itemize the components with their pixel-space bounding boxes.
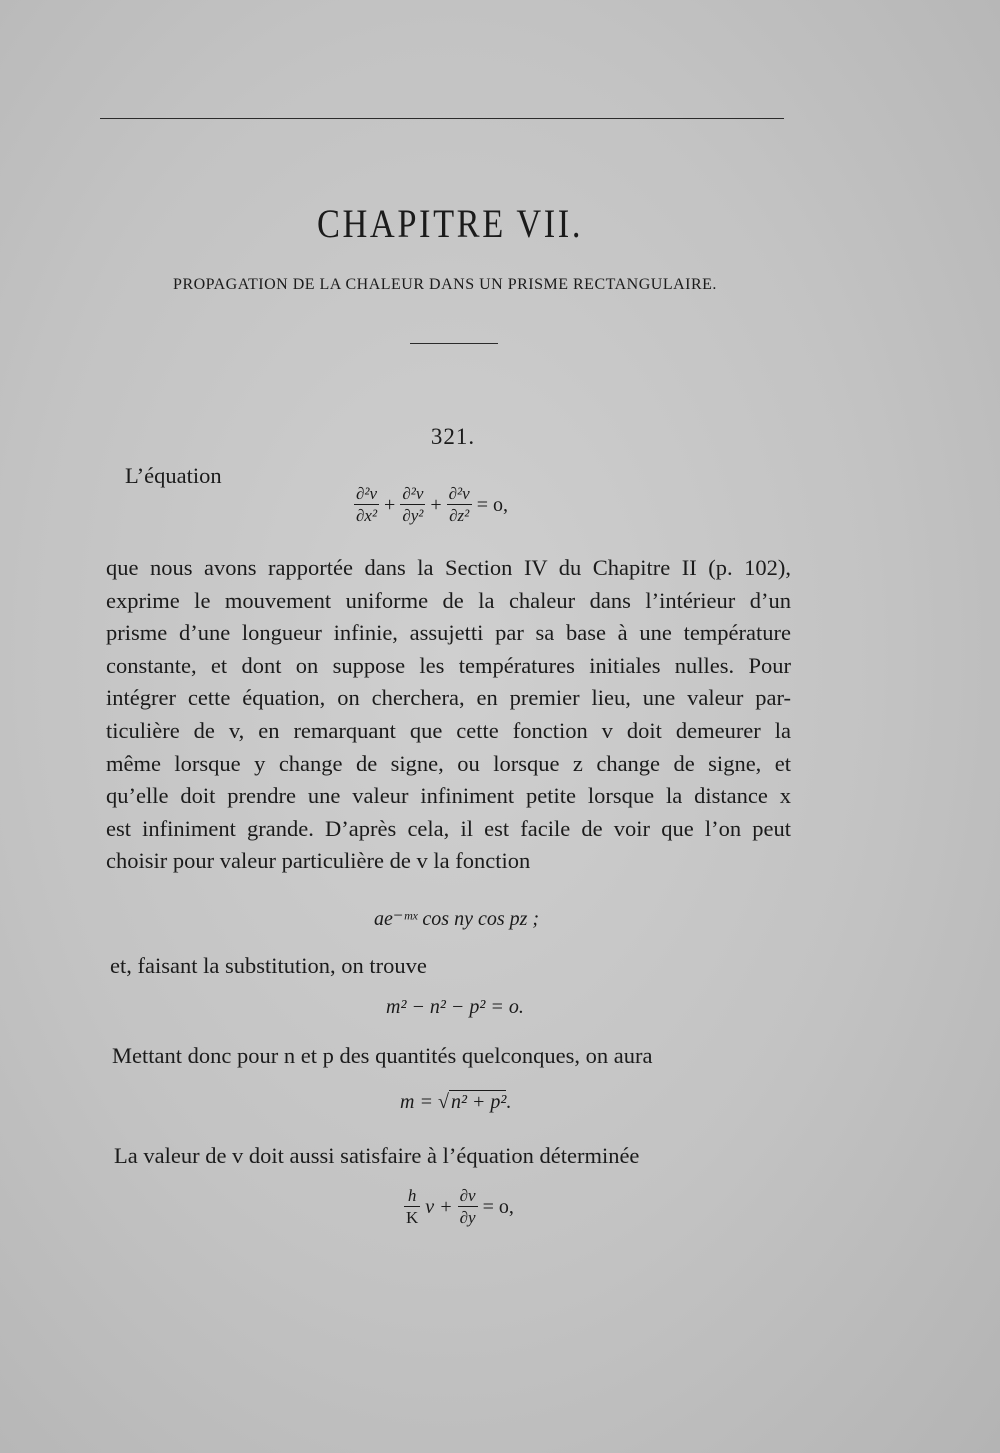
- fraction: $\frac{\text{∂²v}}{\text{∂x²}}$: [356, 484, 378, 525]
- equation-characteristic: m² − n² − p² = o.: [386, 996, 524, 1018]
- fraction: $\frac{h}{K}$: [406, 1186, 419, 1227]
- text-line: choisir pour valeur particulière de v la fonction: [106, 848, 531, 874]
- fraction: $\frac{\partial v}{\partial y}$: [459, 1186, 476, 1227]
- equation-m-root: m = √ n² + p².: [400, 1091, 512, 1113]
- equation-boundary-condition: $\frac{h}{K}$ v + $\frac{\partial v}{\partial y}$ = o,: [406, 1186, 514, 1227]
- intro-text: L’équation: [125, 463, 222, 488]
- section-number: 321.: [430, 424, 476, 449]
- paragraph-substitution: et, faisant la substitution, on trouve: [110, 953, 427, 978]
- text-line: exprime le mouvement uniforme de la chaleur dans l’intérieur d’un: [106, 587, 791, 613]
- paragraph-arbitrary: Mettant donc pour n et p des quantités quelconques, on aura: [112, 1043, 653, 1068]
- equation-particular-solution: ae⁻ᵐˣ cos ny cos pz ;: [374, 908, 540, 930]
- text-line: constante, et dont on suppose les températures initiales nulles. Pour: [106, 652, 791, 678]
- text-line: que nous avons rapportée dans la Section IV du Chapitre II (p. 102),: [106, 555, 791, 580]
- text-line: qu’elle doit prendre une valeur infiniment petite lorsque la distance x: [106, 783, 791, 809]
- title-separator-rule: [410, 343, 498, 344]
- chapter-title: CHAPITRE VII.: [316, 201, 584, 246]
- text-line: est infiniment grande. D’après cela, il est facile de voir que l’on peut: [106, 815, 791, 841]
- equation-laplace: $\frac{\text{∂²v}}{\text{∂x²}}$ + $\frac{\text{∂²v}}{\text{∂y²}}$ + $\frac{\text{∂²v}}{\text{∂z²}}$ = o,: [356, 484, 508, 525]
- paragraph-main: [106, 552, 791, 878]
- text-line: intégrer cette équation, on cherchera, en premier lieu, une valeur par-: [106, 685, 791, 711]
- text-line: prisme d’une longueur infinie, assujetti par sa base à une température: [106, 620, 791, 646]
- chapter-subtitle: PROPAGATION DE LA CHALEUR DANS UN PRISME RECTANGULAIRE.: [173, 276, 717, 293]
- fraction: $\frac{\text{∂²v}}{\text{∂y²}}$: [402, 484, 424, 525]
- fraction: $\frac{\text{∂²v}}{\text{∂z²}}$: [448, 484, 470, 525]
- header-rule: [100, 118, 784, 119]
- text-line: même lorsque y change de signe, ou lorsque z change de signe, et: [106, 750, 791, 776]
- text-line: ticulière de v, en remarquant que cette fonction v doit demeurer la: [106, 717, 791, 743]
- paragraph-boundary: La valeur de v doit aussi satisfaire à l’équation déterminée: [114, 1143, 640, 1168]
